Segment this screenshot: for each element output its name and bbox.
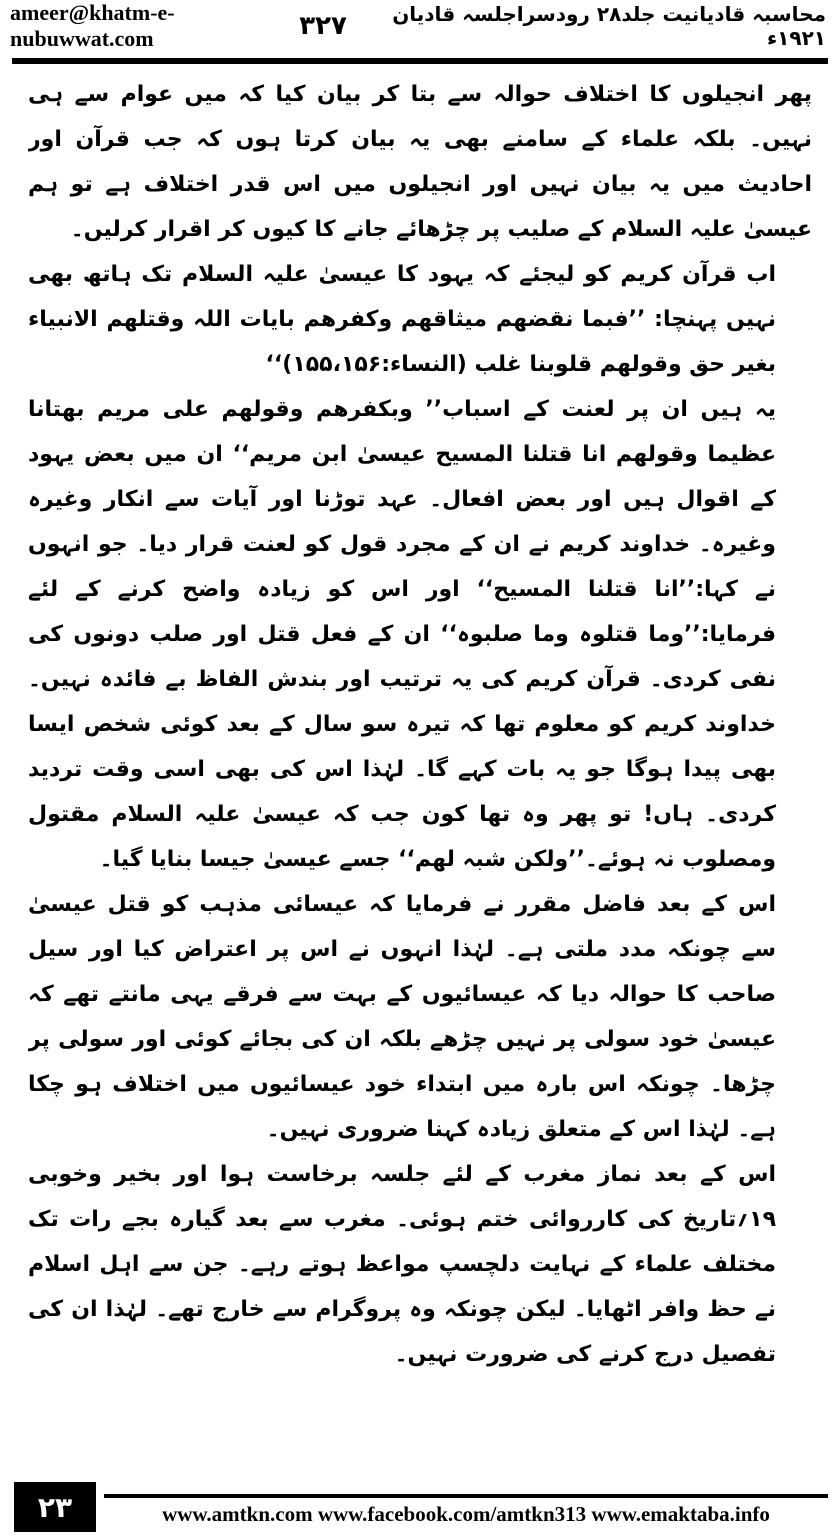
page-number: ۳۲۷ — [299, 11, 347, 41]
page-footer — [0, 1478, 840, 1540]
header-rule — [12, 58, 828, 64]
paragraph-4: اس کے بعد فاضل مقرر نے فرمایا کہ عیسائی مذہب کو قتل عیسیٰ سے چونکہ مدد ملتی ہے۔ لہٰذا انہوں نے اس پر اعتراض کیا اور سیل صاحب کا حوالہ دیا کہ عیسائیوں کے بہت سے فرقے یہی مانتے تھے کہ عیسیٰ خود سولی پر نہیں چڑھے بلکہ ان کی بجائے کوئی اور سولی پر چڑھا۔ چونکہ اس بارہ میں ابتداء خود عیسائیوں میں اختلاف ہو چکا ہے۔ لہٰذا اس کے متعلق زیادہ کہنا ضروری نہیں۔ — [28, 892, 776, 1142]
paragraph-3: یہ ہیں ان پر لعنت کے اسباب’’ وبکفرھم وقولھم علی مریم بھتانا عظیما وقولھم انا قتلنا المسیح عیسیٰ ابن مریم‘‘ ان میں بعض یہود کے اقوال ہیں اور بعض افعال۔ عہد توڑنا اور آیات سے انکار وغیرہ وغیرہ۔ خداوند کریم نے ان کے مجرد قول کو لعنت قرار دیا۔ جو انہوں نے کہا:’’انا قتلنا المسیح‘‘ اور اس کو زیادہ واضح کرنے کے لئے فرمایا:’’وما قتلوہ وما صلبوہ‘‘ ان کے فعل قتل اور صلب دونوں کی نفی کردی۔ قرآن کریم کی یہ ترتیب اور بندش الفاظ بے فائدہ نہیں۔ خداوند کریم کو معلوم تھا کہ تیرہ سو سال کے بعد کوئی شخص ایسا بھی پیدا ہوگا جو یہ بات کہے گا۔ لہٰذا اس کی بھی اسی وقت تردید کردی۔ ہاں! تو پھر وہ تھا کون جب کہ عیسیٰ علیہ السلام مقتول ومصلوب نہ ہوئے۔’’ولکن شبہ لھم‘‘ جسے عیسیٰ جیسا بنایا گیا۔ — [28, 397, 776, 872]
book-title: محاسبہ قادیانیت جلد۲۸ رودسراجلسہ قادیان ۱۹۲۱ء — [392, 2, 826, 50]
paragraph-1: پھر انجیلوں کا اختلاف حوالہ سے بتا کر بیان کیا کہ میں عوام سے ہی نہیں۔ بلکہ علماء کے سامنے بھی یہ بیان کرتا ہوں کہ جب قرآن اور احادیث میں یہ بیان نہیں اور انجیلوں میں اس قدر اختلاف ہے تو ہم عیسیٰ علیہ السلام کے صلیب پر چڑھائے جانے کا کیوں کر اقرار کرلیں۔ — [28, 82, 812, 242]
header-title-group — [299, 2, 826, 50]
page-body — [28, 72, 812, 1462]
page-header — [0, 0, 840, 52]
footer-rule — [104, 1494, 828, 1498]
header-email: ameer@khatm-e-nubuwwat.com — [10, 0, 175, 51]
paragraph-2: اب قرآن کریم کو لیجئے کہ یہود کا عیسیٰ علیہ السلام تک ہاتھ بھی نہیں پہنچا: ’’فبما نقضھم میثاقھم وکفرھم بایات اللہ وقتلھم الانبیاء بغیر حق وقولھم قلوبنا غلب (النساء:۱۵۵،۱۵۶)‘‘ — [28, 262, 776, 377]
paragraph-5: اس کے بعد نماز مغرب کے لئے جلسہ برخاست ہوا اور بخیر وخوبی ۱۹؍تاریخ کی کارروائی ختم ہوئی۔ مغرب سے بعد گیارہ بجے رات تک مختلف علماء کے نہایت دلچسپ مواعظ ہوتے رہے۔ جن سے اہل اسلام نے حظ وافر اٹھایا۔ لیکن چونکہ وہ پروگرام سے خارج تھے۔ لہٰذا ان کی تفصیل درج کرنے کی ضرورت نہیں۔ — [28, 1162, 776, 1367]
footer-page-marker: ۲۳ — [14, 1482, 96, 1532]
footer-links: www.amtkn.com www.facebook.com/amtkn313 www.emaktaba.info — [162, 1502, 770, 1526]
